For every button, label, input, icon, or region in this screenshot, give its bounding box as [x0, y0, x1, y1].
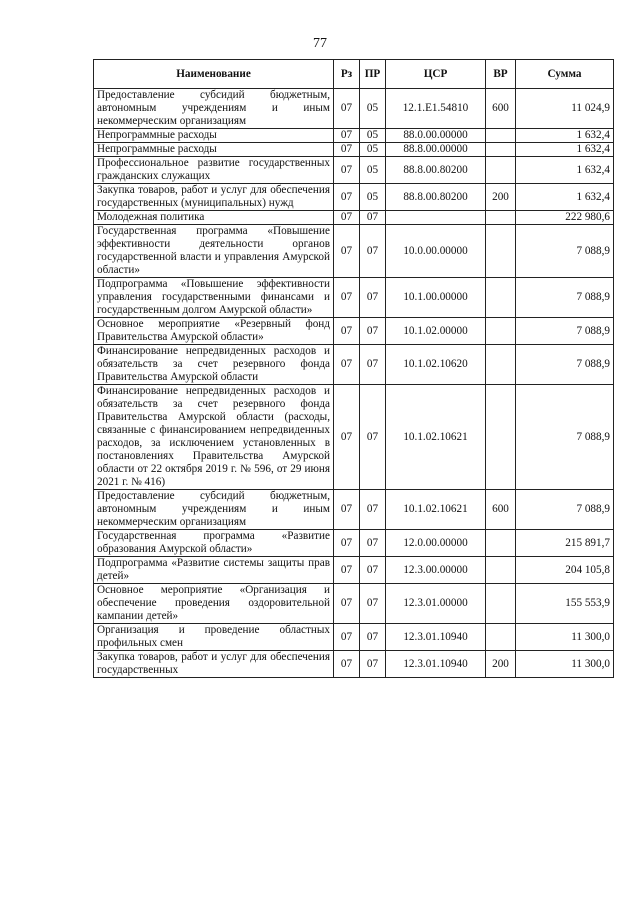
header-pr: ПР	[360, 60, 386, 89]
row-csr: 88.0.00.00000	[386, 129, 486, 143]
row-name: Основное мероприятие «Организация и обеспечение проведения оздоровительной кампании детей»	[94, 584, 334, 624]
row-pr: 07	[360, 345, 386, 385]
row-name: Государственная программа «Развитие образования Амурской области»	[94, 530, 334, 557]
row-sum: 11 300,0	[516, 624, 614, 651]
row-pr: 07	[360, 584, 386, 624]
row-name: Подпрограмма «Повышение эффективности управления государственными финансами и государственным долгом Амурской области»	[94, 278, 334, 318]
row-name: Государственная программа «Повышение эффективности деятельности органов государственной власти и управления Амурской области»	[94, 225, 334, 278]
row-sum: 222 980,6	[516, 211, 614, 225]
page-number: 77	[313, 36, 327, 51]
row-pr: 07	[360, 624, 386, 651]
row-name: Непрограммные расходы	[94, 143, 334, 157]
row-rz: 07	[334, 143, 360, 157]
row-pr: 07	[360, 490, 386, 530]
row-csr: 88.8.00.80200	[386, 184, 486, 211]
row-csr: 12.3.00.00000	[386, 557, 486, 584]
row-name: Профессиональное развитие государственных гражданских служащих	[94, 157, 334, 184]
row-rz: 07	[334, 184, 360, 211]
row-vr	[486, 157, 516, 184]
row-pr: 05	[360, 157, 386, 184]
row-vr	[486, 211, 516, 225]
row-pr: 05	[360, 89, 386, 129]
row-vr: 600	[486, 89, 516, 129]
row-vr	[486, 318, 516, 345]
row-pr: 07	[360, 385, 386, 490]
row-vr	[486, 278, 516, 318]
row-sum: 7 088,9	[516, 278, 614, 318]
row-sum: 1 632,4	[516, 184, 614, 211]
table-row	[94, 530, 614, 557]
row-name: Предоставление субсидий бюджетным, автономным учреждениям и иным некоммерческим организациям	[94, 89, 334, 129]
row-csr: 88.8.00.00000	[386, 143, 486, 157]
row-pr: 07	[360, 318, 386, 345]
row-vr	[486, 624, 516, 651]
row-csr: 12.3.01.10940	[386, 624, 486, 651]
row-pr: 07	[360, 211, 386, 225]
row-rz: 07	[334, 89, 360, 129]
row-rz: 07	[334, 345, 360, 385]
row-csr: 88.8.00.80200	[386, 157, 486, 184]
row-name: Подпрограмма «Развитие системы защиты прав детей»	[94, 557, 334, 584]
row-rz: 07	[334, 211, 360, 225]
row-sum: 11 024,9	[516, 89, 614, 129]
row-csr	[386, 211, 486, 225]
row-sum: 1 632,4	[516, 129, 614, 143]
row-pr: 05	[360, 184, 386, 211]
header-rz: Рз	[334, 60, 360, 89]
row-pr: 07	[360, 225, 386, 278]
table-row	[94, 157, 614, 184]
row-csr: 12.3.01.10940	[386, 651, 486, 678]
row-rz: 07	[334, 225, 360, 278]
row-pr: 07	[360, 557, 386, 584]
header-vr: ВР	[486, 60, 516, 89]
row-csr: 10.1.02.10620	[386, 345, 486, 385]
row-rz: 07	[334, 651, 360, 678]
row-pr: 07	[360, 530, 386, 557]
table-row	[94, 318, 614, 345]
row-sum: 1 632,4	[516, 157, 614, 184]
row-csr: 10.1.02.00000	[386, 318, 486, 345]
row-vr	[486, 225, 516, 278]
table-row	[94, 651, 614, 678]
row-csr: 12.3.01.00000	[386, 584, 486, 624]
row-sum: 1 632,4	[516, 143, 614, 157]
row-csr: 10.1.00.00000	[386, 278, 486, 318]
row-rz: 07	[334, 278, 360, 318]
row-vr: 600	[486, 490, 516, 530]
row-csr: 12.0.00.00000	[386, 530, 486, 557]
table-row	[94, 211, 614, 225]
row-name: Финансирование непредвиденных расходов и обязательств за счет резервного фонда Правительства Амурской области (расходы, связанные с финансированием непредвиденных расходов, за исключением установленных в постановлениях Правительства Амурской области от 22 октября 2019 г. № 596, от 29 июня 2021 г. № 416)	[94, 385, 334, 490]
row-rz: 07	[334, 557, 360, 584]
row-sum: 7 088,9	[516, 345, 614, 385]
row-vr: 200	[486, 184, 516, 211]
table-row	[94, 225, 614, 278]
row-sum: 7 088,9	[516, 490, 614, 530]
row-vr	[486, 584, 516, 624]
row-name: Непрограммные расходы	[94, 129, 334, 143]
row-rz: 07	[334, 318, 360, 345]
row-vr	[486, 557, 516, 584]
row-name: Предоставление субсидий бюджетным, автономным учреждениям и иным некоммерческим организациям	[94, 490, 334, 530]
row-name: Молодежная политика	[94, 211, 334, 225]
table-row	[94, 129, 614, 143]
row-sum: 11 300,0	[516, 651, 614, 678]
table-header-row	[94, 60, 614, 89]
table-row	[94, 385, 614, 490]
table-row	[94, 89, 614, 129]
row-sum: 204 105,8	[516, 557, 614, 584]
row-rz: 07	[334, 157, 360, 184]
row-name: Организация и проведение областных профильных смен	[94, 624, 334, 651]
row-rz: 07	[334, 490, 360, 530]
row-sum: 7 088,9	[516, 318, 614, 345]
row-vr	[486, 143, 516, 157]
row-rz: 07	[334, 624, 360, 651]
table-row	[94, 584, 614, 624]
row-name: Закупка товаров, работ и услуг для обеспечения государственных	[94, 651, 334, 678]
header-sum: Сумма	[516, 60, 614, 89]
row-rz: 07	[334, 385, 360, 490]
row-name: Финансирование непредвиденных расходов и обязательств за счет резервного фонда Правительства Амурской области	[94, 345, 334, 385]
table-row	[94, 278, 614, 318]
table-row	[94, 345, 614, 385]
row-sum: 7 088,9	[516, 225, 614, 278]
table-row	[94, 624, 614, 651]
row-rz: 07	[334, 584, 360, 624]
row-vr	[486, 530, 516, 557]
row-vr	[486, 129, 516, 143]
header-name: Наименование	[94, 60, 334, 89]
row-vr	[486, 345, 516, 385]
budget-table	[93, 59, 614, 678]
row-sum: 7 088,9	[516, 385, 614, 490]
row-csr: 10.1.02.10621	[386, 490, 486, 530]
row-csr: 12.1.E1.54810	[386, 89, 486, 129]
row-pr: 07	[360, 651, 386, 678]
table-row	[94, 184, 614, 211]
row-name: Основное мероприятие «Резервный фонд Правительства Амурской области»	[94, 318, 334, 345]
table-row	[94, 490, 614, 530]
row-name: Закупка товаров, работ и услуг для обеспечения государственных (муниципальных) нужд	[94, 184, 334, 211]
row-sum: 155 553,9	[516, 584, 614, 624]
row-pr: 05	[360, 143, 386, 157]
row-vr: 200	[486, 651, 516, 678]
row-rz: 07	[334, 129, 360, 143]
row-pr: 07	[360, 278, 386, 318]
header-csr: ЦСР	[386, 60, 486, 89]
table-row	[94, 557, 614, 584]
row-csr: 10.0.00.00000	[386, 225, 486, 278]
row-sum: 215 891,7	[516, 530, 614, 557]
row-pr: 05	[360, 129, 386, 143]
row-rz: 07	[334, 530, 360, 557]
row-csr: 10.1.02.10621	[386, 385, 486, 490]
table-row	[94, 143, 614, 157]
row-vr	[486, 385, 516, 490]
